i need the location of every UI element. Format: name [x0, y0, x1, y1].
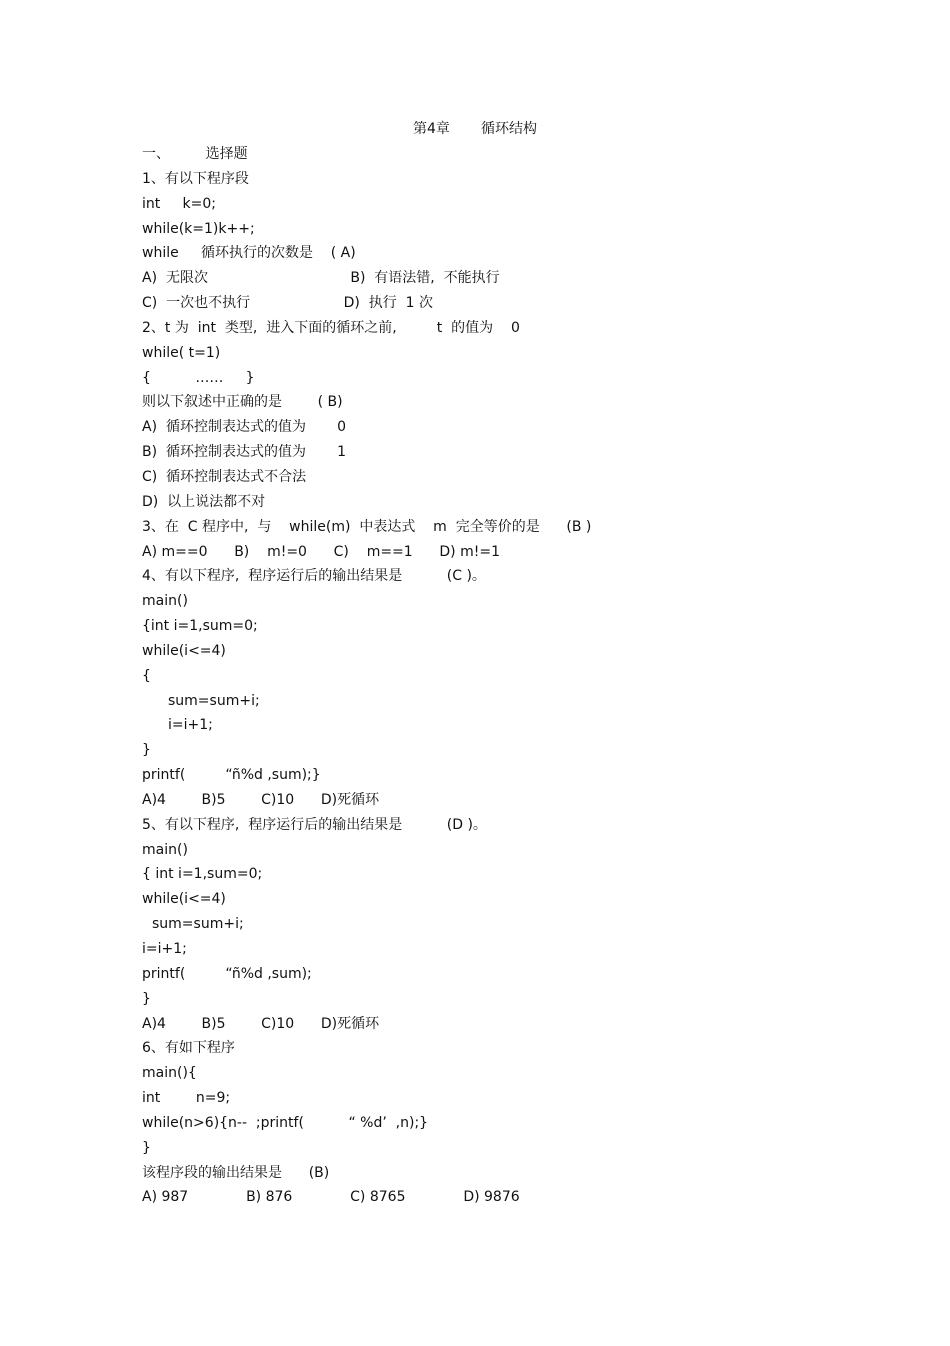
question-text: while 循环执行的次数是 ( A) [142, 245, 356, 262]
code-line: while(i<=4) [142, 642, 226, 659]
code-line: while(k=1)k++; [142, 220, 255, 237]
chapter-title: 第4章 循环结构 [412, 121, 538, 137]
code-line: while(i<=4) [142, 891, 226, 908]
code-line: { [142, 667, 151, 684]
question-6: 6、有如下程序 [142, 1040, 235, 1057]
code-line: sum=sum+i; [168, 692, 260, 709]
options-line: A) m==0 B) m!=0 C) m==1 D) m!=1 [142, 543, 500, 560]
options-line: A)4 B)5 C)10 D)死循环 [142, 1015, 380, 1032]
code-line: { int i=1,sum=0; [142, 866, 263, 883]
code-line: printf( “ñ%d ,sum); [142, 965, 312, 982]
code-line: } [142, 1139, 151, 1156]
options-line: A)4 B)5 C)10 D)死循环 [142, 791, 380, 808]
question-text: 则以下叙述中正确的是 ( B) [142, 394, 343, 411]
option-d: D) 以上说法都不对 [142, 493, 266, 510]
code-line: int k=0; [142, 195, 216, 212]
code-line: sum=sum+i; [152, 916, 244, 933]
code-line: int n=9; [142, 1090, 231, 1107]
code-line: while( t=1) [142, 344, 221, 361]
question-text: 该程序段的输出结果是 (B) [142, 1164, 330, 1181]
code-line: i=i+1; [168, 717, 213, 734]
code-line: printf( “ñ%d ,sum);} [142, 767, 321, 784]
code-line: while(n>6){n-- ;printf( “ %d’ ,n);} [142, 1114, 429, 1131]
options-line: A) 987 B) 876 C) 8765 D) 9876 [142, 1189, 520, 1206]
section-heading: 一、 选择题 [142, 146, 248, 162]
code-line: i=i+1; [142, 941, 187, 957]
options-line: A) 无限次 B) 有语法错, 不能执行 [142, 270, 500, 287]
document-body [142, 142, 842, 1210]
code-line: main() [142, 593, 188, 610]
code-line: { …… } [142, 369, 255, 386]
question-1: 1、有以下程序段 [142, 170, 249, 187]
code-line: main() [142, 841, 188, 858]
options-line: C) 一次也不执行 D) 执行 1 次 [142, 295, 433, 312]
question-2: 2、t 为 int 类型, 进入下面的循环之前, t 的值为 0 [142, 319, 520, 336]
question-4: 4、有以下程序, 程序运行后的输出结果是 (C )。 [142, 568, 486, 585]
option-b: B) 循环控制表达式的值为 1 [142, 444, 347, 461]
code-line: } [142, 990, 151, 1007]
option-c: C) 循环控制表达式不合法 [142, 468, 307, 485]
option-a: A) 循环控制表达式的值为 0 [142, 419, 346, 436]
code-line: } [142, 742, 151, 759]
code-line: {int i=1,sum=0; [142, 618, 258, 635]
question-5: 5、有以下程序, 程序运行后的输出结果是 (D )。 [142, 816, 487, 833]
question-3: 3、在 C 程序中, 与 while(m) 中表达式 m 完全等价的是 (B ) [142, 518, 592, 535]
code-line: main(){ [142, 1065, 197, 1082]
